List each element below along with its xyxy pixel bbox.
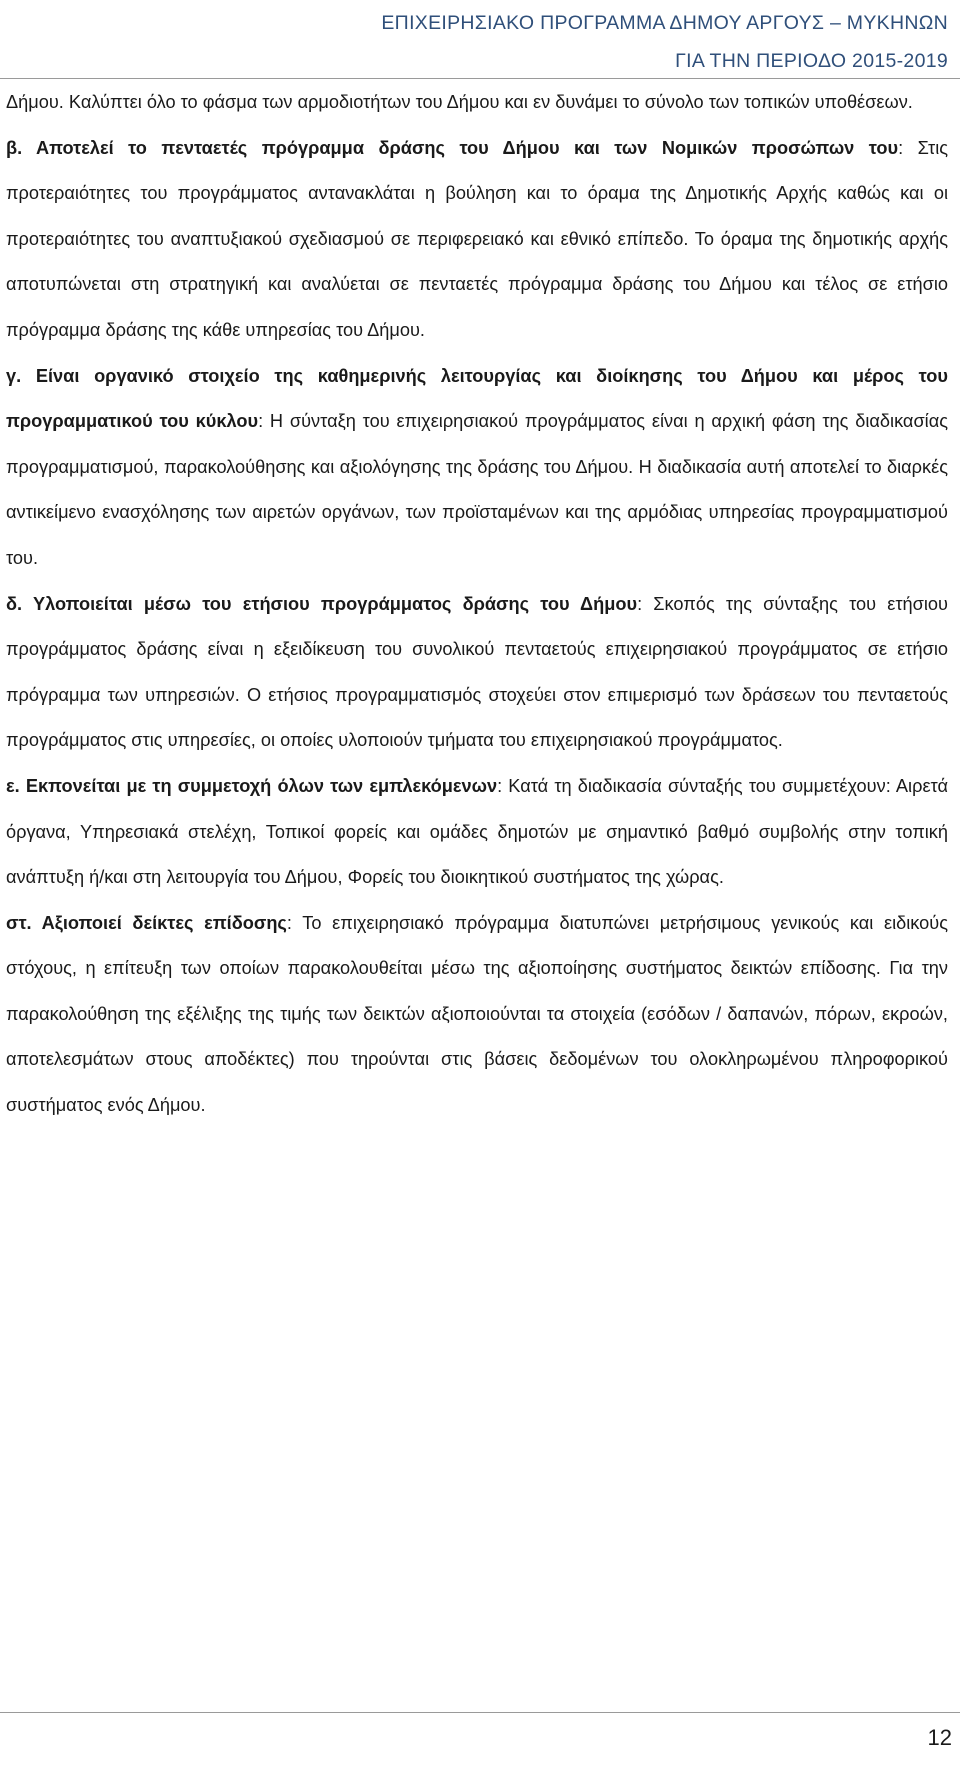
page-number: 12 (927, 1725, 952, 1750)
header-divider (0, 78, 960, 79)
paragraph-intro: Δήμου. Καλύπτει όλο το φάσμα των αρμοδιοτήτων του Δήμου και εν δυνάμει το σύνολο των τοπικών υποθέσεων. (6, 92, 913, 112)
paragraph-e (6, 764, 948, 901)
footer-divider (0, 1712, 960, 1713)
paragraph-b-text: : Στις προτεραιότητες του προγράμματος αντανακλάται η βούληση και το όραμα της Δημοτικής Αρχής καθώς και οι προτεραιότητες του αναπτυξιακού σχεδιασμού σε περιφερειακό και εθνικό επίπεδο. Το όραμα της δημοτικής αρχής αποτυπώνεται στη στρατηγική και αναλύεται σε πενταετές πρόγραμμα δράσης του Δήμου και τέλος σε ετήσιο πρόγραμμα δράσης της κάθε υπηρεσίας του Δήμου. (6, 137, 948, 340)
header-title: ΕΠΙΧΕΙΡΗΣΙΑΚΟ ΠΡΟΓΡΑΜΜΑ ΔΗΜΟΥ ΑΡΓΟΥΣ – ΜΥΚΗΝΩΝ (381, 12, 948, 34)
paragraph-c (6, 354, 948, 582)
page-header (0, 4, 948, 80)
paragraph-b-heading: β. Αποτελεί το πενταετές πρόγραμμα δράσης του Δήμου και των Νομικών προσώπων του (6, 137, 899, 158)
header-period: ΓΙΑ ΤΗΝ ΠΕΡΙΟΔΟ 2015-2019 (675, 50, 948, 72)
paragraph-c-text: : Η σύνταξη του επιχειρησιακού προγράμματος είναι η αρχική φάση της διαδικασίας προγραμματισμού, παρακολούθησης και αξιολόγησης της δράσης του Δήμου. Η διαδικασία αυτή αποτελεί το διαρκές αντικείμενο ενασχόλησης των αιρετών οργάνων, των προϊσταμένων και της αρμόδιας υπηρεσίας προγραμματισμού του. (6, 411, 948, 568)
paragraph-c-heading: γ. Είναι οργανικό στοιχείο της καθημερινής λειτουργίας και διοίκησης του Δήμου και μέρος του προγραμματικού του κύκλου (6, 365, 948, 432)
paragraph-st-heading: στ. Αξιοποιεί δείκτες επίδοσης (6, 912, 287, 933)
paragraph-b (6, 126, 948, 354)
paragraph-st (6, 901, 948, 1129)
paragraph-e-text: : Κατά τη διαδικασία σύνταξής του συμμετέχουν: Αιρετά όργανα, Υπηρεσιακά στελέχη, Τοπικοί φορείς και ομάδες δημοτών με σημαντικό βαθμό συμβολής στην τοπική ανάπτυξη ή/και στη λειτουργία του Δήμου, Φορείς του διοικητικού συστήματος της χώρας. (6, 775, 948, 888)
paragraph-st-text: : Το επιχειρησιακό πρόγραμμα διατυπώνει μετρήσιμους γενικούς και ειδικούς στόχους, η επίτευξη των οποίων παρακολουθείται μέσω της αξιοποίησης συστήματος δεικτών επίδοσης. Για την παρακολούθηση της εξέλιξης της τιμής των δεικτών αξιοποιούνται τα στοιχεία (εσόδων / δαπανών, πόρων, εκροών, αποτελεσμάτων στους αποδέκτες) που τηρούνται στις βάσεις δεδομένων του ολοκληρωμένου πληροφορικού συστήματος ενός Δήμου. (6, 912, 948, 1116)
paragraph-e-heading: ε. Εκπονείται με τη συμμετοχή όλων των εμπλεκόμενων (6, 775, 498, 796)
paragraph-d (6, 582, 948, 764)
document-body (6, 80, 948, 1129)
paragraph-d-text: : Σκοπός της σύνταξης του ετήσιου προγράμματος δράσης είναι η εξειδίκευση του συνολικού πενταετούς επιχειρησιακού προγράμματος σε ετήσιο πρόγραμμα των υπηρεσιών. Ο ετήσιος προγραμματισμός στοχεύει στον επιμερισμό των δράσεων του πενταετούς προγράμματος στις υπηρεσίες, οι οποίες υλοποιούν τμήματα του επιχειρησιακού προγράμματος. (6, 593, 948, 751)
paragraph-d-heading: δ. Υλοποιείται μέσω του ετήσιου προγράμματος δράσης του Δήμου (6, 593, 638, 614)
